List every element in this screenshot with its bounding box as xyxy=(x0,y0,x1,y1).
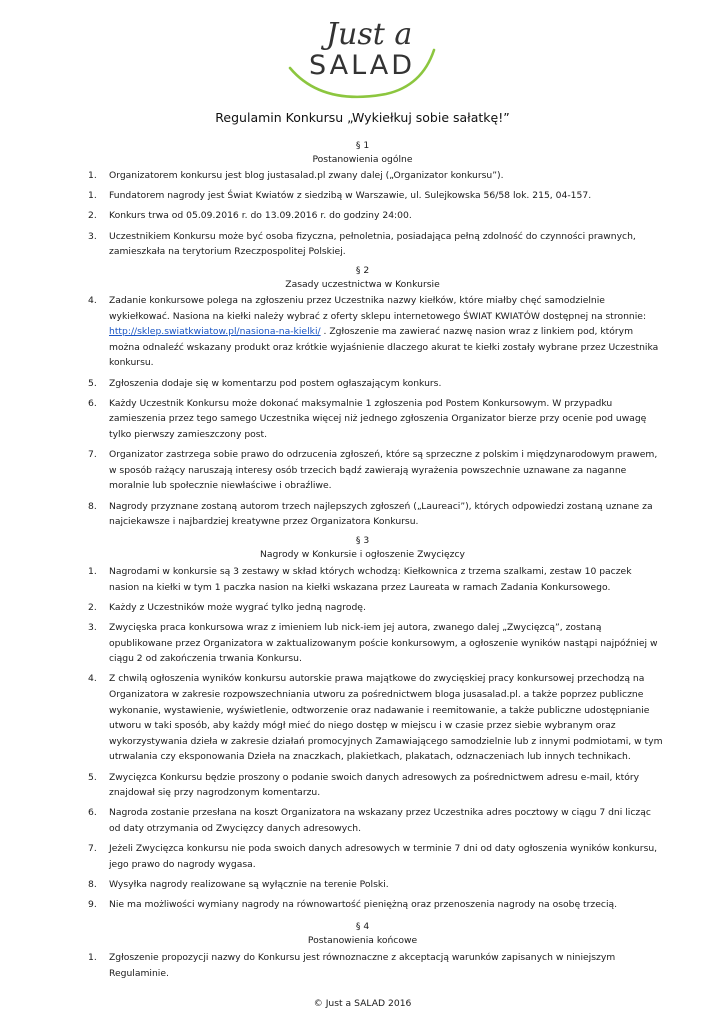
item-text: Zgłoszenie propozycji nazwy do Konkursu jest równoznaczne z akceptacją warunków zapisanych w niniejszym Regulaminie. xyxy=(109,952,616,979)
item-number: 5. xyxy=(88,771,97,783)
section-2-header xyxy=(0,264,725,292)
list-item xyxy=(88,447,663,494)
item-text: Konkurs trwa od 05.09.2016 r. do 13.09.2016 r. do godziny 24:00. xyxy=(109,210,412,222)
list-item xyxy=(88,168,663,184)
item-number: 7. xyxy=(88,843,97,855)
footer-copyright: © Just a SALAD 2016 xyxy=(313,998,412,1009)
section-sign: § 2 xyxy=(355,265,370,276)
shop-link[interactable]: http://sklep.swiatkwiatow.pl/nasiona-na-kielki/ xyxy=(109,326,321,338)
section-4-list xyxy=(88,950,663,986)
item-number: 4. xyxy=(88,295,97,306)
list-item xyxy=(88,877,663,893)
section-1-list xyxy=(88,168,663,264)
section-4-header xyxy=(0,920,725,948)
item-number: 9. xyxy=(88,899,97,911)
item-number: 2. xyxy=(88,601,97,613)
list-item xyxy=(88,600,663,616)
section-heading: Zasady uczestnictwa w Konkursie xyxy=(285,279,440,290)
item-text-continued: . Zgłoszenie ma zawierać nazwę nasion wraz z linkiem pod, którym można odnaleźć wskazany produkt oraz krótkie wyjaśnienie dlaczego akurat te kiełki zostały wybrane przez Uczestnika konkursu. xyxy=(109,326,659,369)
item-text: Nagroda zostanie przesłana na koszt Organizatora na wskazany przez Uczestnika adres pocztowy w ciągu 7 dni licząc od daty otrzymania od Zwycięzcy danych adresowych. xyxy=(109,807,651,834)
item-number: 6. xyxy=(88,807,97,819)
item-text: Fundatorem nagrody jest Świat Kwiatów z siedzibą w Warszawie, ul. Sulejkowska 56/58 lok. 215, 04-157. xyxy=(109,190,592,202)
list-item xyxy=(88,805,663,836)
list-item xyxy=(88,188,663,204)
document-title: Regulamin Konkursu „Wykiełkuj sobie sałatkę!” xyxy=(215,110,510,125)
section-sign: § 4 xyxy=(355,921,370,932)
item-number: 8. xyxy=(88,878,97,890)
item-text: Organizator zastrzega sobie prawo do odrzucenia zgłoszeń, które są sprzeczne z polskim i międzynarodowym prawem, w sposób rażący naruszają interesy osób trzecich bądź zawierają wyrażenia powszechnie uznawane za naganne moralnie lub społecznie niewłaściwe i obraźliwe. xyxy=(109,449,658,492)
item-text: Uczestnikiem Konkursu może być osoba fizyczna, pełnoletnia, posiadająca pełną zdolność do czynności prawnych, zamieszkała na terytorium Rzeczpospolitej Polskiej. xyxy=(109,230,636,258)
list-item xyxy=(88,376,663,392)
item-number: 1. xyxy=(88,566,97,577)
list-item xyxy=(88,841,663,872)
item-number: 1. xyxy=(88,952,97,963)
section-heading: Postanowienia końcowe xyxy=(307,935,418,946)
item-text: Wysyłka nagrody realizowane są wyłącznie na terenie Polski. xyxy=(109,878,389,890)
item-number: 3. xyxy=(88,230,97,242)
section-heading: Postanowienia ogólne xyxy=(312,154,413,165)
item-number: 1. xyxy=(88,170,97,181)
list-item xyxy=(88,499,663,530)
item-text: Jeżeli Zwycięzca konkursu nie poda swoich danych adresowych w terminie 7 dni od daty ogłoszenia wyników konkursu, jego prawo do nagrody wygasa. xyxy=(109,843,658,870)
section-3-list xyxy=(88,564,663,917)
item-text: Zwycięzca Konkursu będzie proszony o podanie swoich danych adresowych za pośrednictwem adresu e-mail, który znajdował się przy nagrodzonym komentarzu. xyxy=(109,771,640,799)
item-text: Organizatorem konkursu jest blog justasalad.pl zwany dalej („Organizator konkursu”). xyxy=(109,170,504,181)
list-item xyxy=(88,229,663,260)
item-number: 7. xyxy=(88,449,97,461)
item-text: Zgłoszenia dodaje się w komentarzu pod postem ogłaszającym konkurs. xyxy=(109,377,442,389)
item-text: Każdy z Uczestników może wygrać tylko jedną nagrodę. xyxy=(109,601,366,613)
logo-line2: SALAD xyxy=(308,50,416,81)
list-item xyxy=(88,770,663,801)
item-number: 8. xyxy=(88,500,97,512)
list-item xyxy=(88,620,663,667)
item-text: Każdy Uczestnik Konkursu może dokonać maksymalnie 1 zgłoszenia pod Postem Konkursowym. W przypadku zamieszenia przez tego samego Uczestnika więcej niż jednego zgłoszenia Organizator bierze przy ocenie pod uwagę tylko pierwszy zamieszczony post. xyxy=(109,397,647,440)
list-item xyxy=(88,671,663,765)
list-item xyxy=(88,208,663,224)
logo-line1: Just a xyxy=(326,17,413,52)
item-number: 5. xyxy=(88,377,97,389)
section-2-list xyxy=(88,293,663,534)
section-sign: § 3 xyxy=(355,535,370,546)
item-number: 1. xyxy=(88,190,97,202)
item-text: Nagrody przyznane zostaną autorom trzech najlepszych zgłoszeń („Laureaci”), których odpowiedzi zostaną uznane za najciekawsze i najbardziej kreatywne przez Organizatora Konkursu. xyxy=(109,500,653,528)
list-item xyxy=(88,564,663,595)
item-number: 4. xyxy=(88,673,97,685)
item-text: Zadanie konkursowe polega na zgłoszeniu przez Uczestnika nazwy kiełków, które miałby chęć samodzielnie wykiełkować. Nasiona na kiełki należy wybrać z oferty sklepu internetowego ŚWIAT KWIATÓW dostępnej na stronnie: xyxy=(109,295,647,322)
item-number: 6. xyxy=(88,397,97,409)
list-item xyxy=(88,293,663,371)
item-text: Zwycięska praca konkursowa wraz z imieniem lub nick-iem jej autora, zwanego dalej „Zwycięzcą”, zostaną opublikowane przez Organizatora w zaktualizowanym poście konkursowym, a ogłoszenie wyników nastąpi najpóźniej w ciągu 2 od zakończenia trwania Konkursu. xyxy=(109,621,658,665)
item-text: Nagrodami w konkursie są 3 zestawy w skład których wchodzą: Kiełkownica z trzema szalkami, zestaw 10 paczek nasion na kiełki w tym 1 paczka nasion na kiełki wskazana przez Laureata w ramach Zadania Konkursowego. xyxy=(109,566,632,593)
logo-graphic xyxy=(282,10,442,102)
section-sign: § 1 xyxy=(355,140,370,151)
section-heading: Nagrody w Konkursie i ogłoszenie Zwycięzcy xyxy=(260,549,465,560)
item-number: 3. xyxy=(88,621,97,633)
item-text: Z chwilą ogłoszenia wyników konkursu autorskie prawa majątkowe do zwycięskiej pracy konkursowej przechodzą na Organizatora w zakresie rozpowszechniania utworu za pośrednictwem bloga jusasalad.pl. a także poprzez publiczne wykonanie, wystawienie, wyświetlenie, odtworzenie oraz nadawanie i reemitowanie, a także publiczne udostępnianie utworu w taki sposób, aby każdy mógł mieć do niego dostęp w miejscu i w czasie przez siebie wybranym oraz wykorzystywania dzieła w zakresie działań promocyjnych Zamawiającego samodzielnie lub z innymi podmiotami, w tym utrwalania czy eksponowania Dzieła na znaczkach, plakietkach, plakatach, odznaczeniach lub innych technikach. xyxy=(109,673,663,763)
list-item xyxy=(88,897,663,913)
item-text: Nie ma możliwości wymiany nagrody na równowartość pieniężną oraz przenoszenia nagrody na osobę trzecią. xyxy=(109,899,618,911)
section-1-header xyxy=(0,139,725,167)
list-item xyxy=(88,396,663,443)
item-number: 2. xyxy=(88,210,97,222)
just-a-salad-logo xyxy=(282,10,442,102)
list-item xyxy=(88,950,663,981)
section-3-header xyxy=(0,534,725,562)
